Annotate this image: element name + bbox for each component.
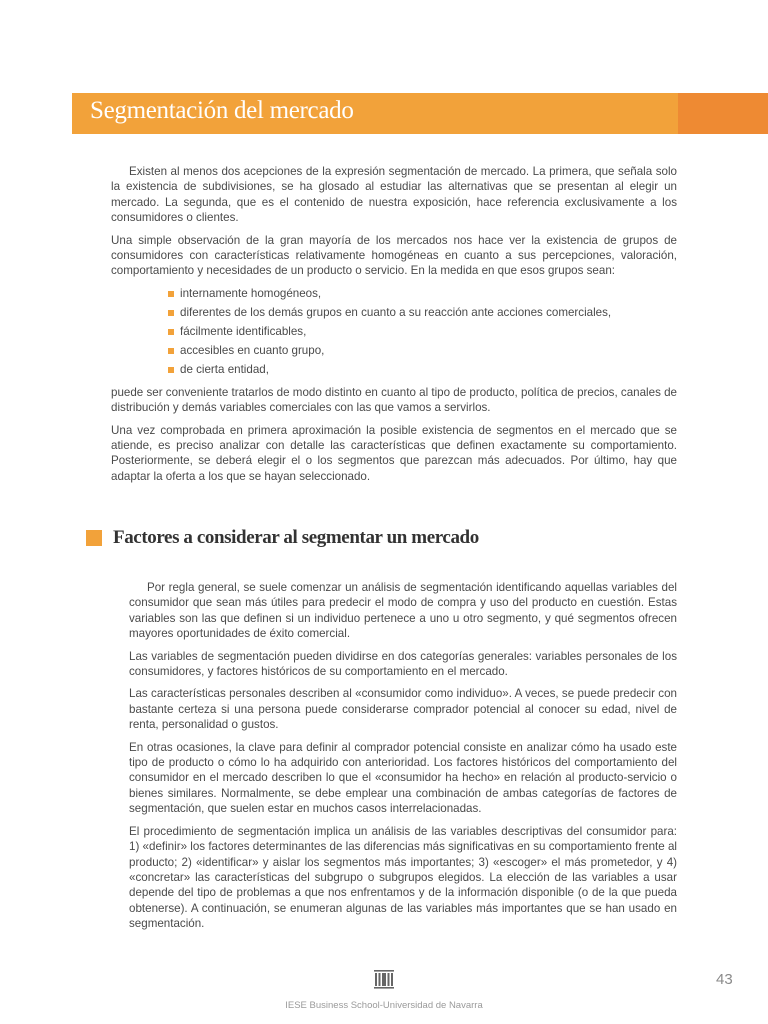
list-item (168, 343, 677, 358)
footer-institution: IESE Business School-Universidad de Navarra (285, 1000, 483, 1011)
bullet-square-icon (168, 291, 174, 297)
subsection-paragraph-3: Las características personales describen al «consumidor como individuo». A veces, se puede predecir con bastante certeza si una persona puede considerarse comprador potencial al conocer su edad, nivel de renta, personalidad o gustos. (129, 687, 677, 732)
intro-section (111, 164, 677, 491)
bullet-square-icon (168, 310, 174, 316)
subsection-paragraph-1: Por regla general, se suele comenzar un análisis de segmentación identificando aquellas variables del consumidor que sean más útiles para predecir el modo de compra y uso del producto en cuestión. Estas variables son las que definen si un individuo pertenece a uno u otro segmento, y qué segmentos ofrecen mayores oportunidades de éxito comercial. (129, 581, 677, 641)
bullet-square-icon (168, 367, 174, 373)
criteria-list (111, 286, 677, 377)
intro-paragraph-2: Una simple observación de la gran mayoría de los mercados nos hace ver la existencia de grupos de consumidores con características relativamente homogéneas en cuanto a sus percepciones, valoración, comportamiento y necesidades de un producto o servicio. En la medida en que esos grupos sean: (111, 233, 677, 278)
subsection-title: Factores a considerar al segmentar un mercado (113, 527, 479, 548)
intro-paragraph-1: Existen al menos dos acepciones de la expresión segmentación de mercado. La primera, que señala solo la existencia de subdivisiones, se ha glosado al estudiar las alternativas que se presentan al elegir un mercado. La segunda, que es el contenido de nuestra exposición, hace referencia exclusivamente a los consumidores o clientes. (111, 165, 677, 225)
heading-square-icon (86, 530, 102, 546)
intro-paragraph-3: puede ser conveniente tratarlos de modo distinto en cuanto al tipo de producto, política de precios, canales de distribución y demás variables comerciales con las que vamos a servirlos. (111, 385, 677, 415)
subsection-paragraph-2: Las variables de segmentación pueden dividirse en dos categorías generales: variables personales de los consumidores, y factores históricos de su comportamiento en el mercado. (129, 649, 677, 679)
section-title: Segmentación del mercado (90, 97, 354, 124)
bullet-square-icon (168, 348, 174, 354)
list-item-text: accesibles en cuanto grupo, (180, 343, 325, 357)
header-accent-block (678, 93, 768, 134)
bullet-square-icon (168, 329, 174, 335)
list-item (168, 286, 677, 301)
list-item (168, 362, 677, 377)
subsection-paragraph-4: En otras ocasiones, la clave para definir al comprador potencial consiste en analizar cómo ha usado este tipo de producto o cómo lo ha adquirido con anterioridad. Los factores históricos del comportamiento del consumidor en el mercado describen lo que el «consumidor ha hecho» en relación al producto-servicio o bienes similares. Normalmente, se debe emplear una combinación de ambas categorías de factores de segmentación, que suelen estar en muchos casos interrelacionadas. (129, 740, 677, 816)
list-item-text: diferentes de los demás grupos en cuanto a su reacción ante acciones comerciales, (180, 305, 612, 319)
list-item-text: internamente homogéneos, (180, 286, 322, 300)
subsection-body (129, 580, 677, 939)
list-item-text: de cierta entidad, (180, 362, 269, 376)
subsection-heading (86, 527, 479, 549)
list-item (168, 324, 677, 339)
list-item (168, 305, 677, 320)
section-header-bar (72, 93, 768, 134)
list-item-text: fácilmente identificables, (180, 324, 307, 338)
iese-logo-icon (374, 970, 394, 990)
subsection-paragraph-5: El procedimiento de segmentación implica un análisis de las variables descriptivas del consumidor para: 1) «definir» los factores determinantes de las diferencias más significativas en su comportamiento frente al producto; 2) «identificar» y aislar los segmentos más importantes; 3) «escoger» el más prometedor, y 4) «concretar» las características del subgrupo o subgrupos elegidos. La elección de las variables a usar depende del tipo de problemas a que nos enfrentamos y de la información disponible (o de la que pueda obtenerse). A continuación, se enumeran algunas de las variables más importantes que se han usado en segmentación. (129, 824, 677, 931)
page-number: 43 (716, 971, 733, 988)
intro-paragraph-4: Una vez comprobada en primera aproximación la posible existencia de segmentos en el mercado que se atiende, es preciso analizar con detalle las características que definen exactamente su comportamiento. Posteriormente, se deberá elegir el o los segmentos que parezcan más adecuados. Por último, hay que adaptar la oferta a los que se hayan seleccionado. (111, 423, 677, 483)
